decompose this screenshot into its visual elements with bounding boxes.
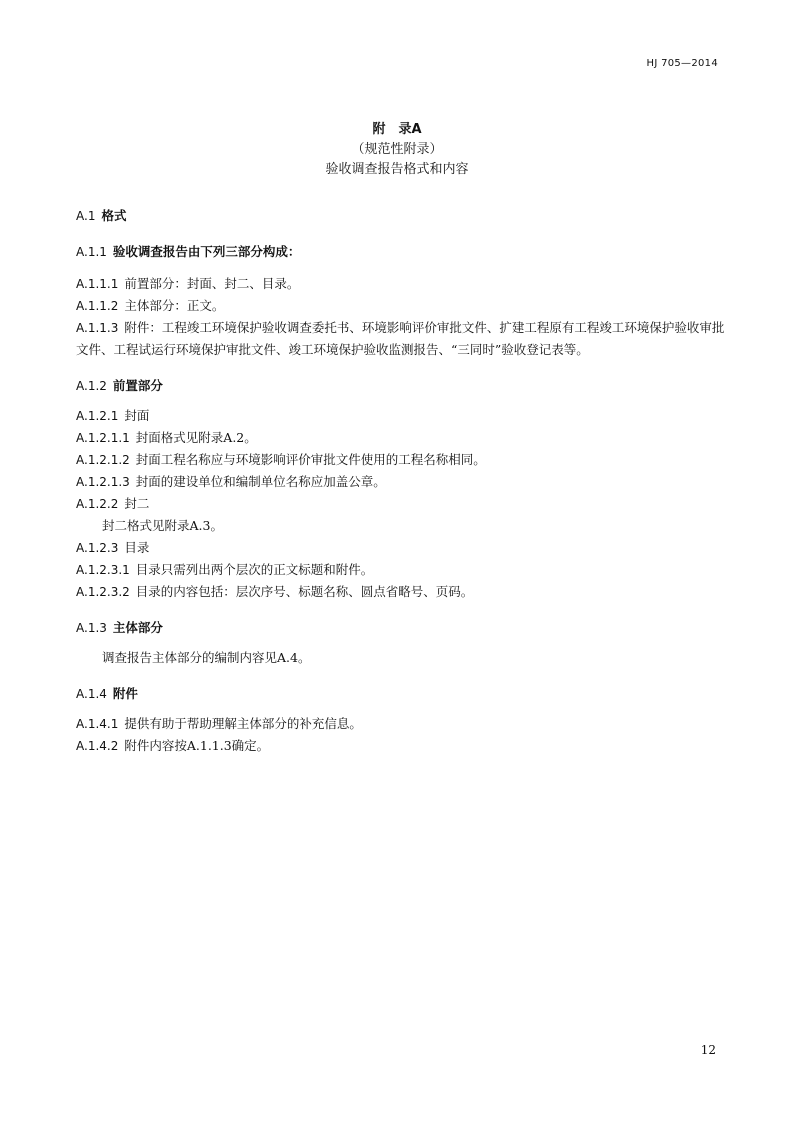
clause-a1212 xyxy=(76,449,726,471)
clause-a1231 xyxy=(76,559,726,581)
section-heading-a12 xyxy=(76,375,726,397)
clause-number: A.1.2.1.2 xyxy=(76,453,130,467)
clause-text: 封面格式见附录A.2。 xyxy=(135,430,257,445)
clause-a122 xyxy=(76,493,726,515)
clause-text: 主体部分：正文。 xyxy=(124,298,225,313)
section-heading-a13 xyxy=(76,617,726,639)
clause-number: A.1.2.1 xyxy=(76,409,119,423)
appendix-title: 附 录A xyxy=(372,122,422,137)
clause-a1232 xyxy=(76,581,726,603)
clause-text: 目录 xyxy=(124,540,150,555)
clause-a142 xyxy=(76,735,726,757)
clause-text: 封面的建设单位和编制单位名称应加盖公章。 xyxy=(135,474,386,489)
clause-number: A.1.2.3.1 xyxy=(76,563,130,577)
clause-text: 前置部分：封面、封二、目录。 xyxy=(124,276,300,291)
section-title: 前置部分 xyxy=(112,378,163,393)
clause-a122-body: 封二格式见附录A.3。 xyxy=(102,518,223,533)
section-number: A.1.3 xyxy=(76,621,107,635)
clause-text: 封面 xyxy=(124,408,150,423)
appendix-title-block xyxy=(0,120,794,180)
section-number: A.1.4 xyxy=(76,687,107,701)
clause-a1211 xyxy=(76,427,726,449)
section-title: 验收调查报告由下列三部分构成： xyxy=(112,244,301,259)
section-number: A.1 xyxy=(76,209,96,223)
clause-a123 xyxy=(76,537,726,559)
appendix-type: （规范性附录） xyxy=(351,142,443,157)
clause-text: 目录的内容包括：层次序号、标题名称、圆点省略号、页码。 xyxy=(135,584,474,599)
clause-number: A.1.1.1 xyxy=(76,277,119,291)
clause-number: A.1.1.2 xyxy=(76,299,119,313)
clause-text: 附件：工程竣工环境保护验收调查委托书、环境影响评价审批文件、扩建工程原有工程竣工环境保护验收审批文件、工程试运行环境保护审批文件、竣工环境保护验收监测报告、“三同时”验收登记表等。 xyxy=(76,320,725,357)
clause-number: A.1.1.3 xyxy=(76,321,119,335)
clause-number: A.1.2.1.3 xyxy=(76,475,130,489)
section-heading-a1 xyxy=(76,205,726,227)
clause-a141 xyxy=(76,713,726,735)
section-title: 附件 xyxy=(112,686,138,701)
clause-a113 xyxy=(76,317,726,361)
clause-number: A.1.2.2 xyxy=(76,497,119,511)
section-heading-a14 xyxy=(76,683,726,705)
clause-number: A.1.2.1.1 xyxy=(76,431,130,445)
section-number: A.1.1 xyxy=(76,245,107,259)
clause-a121 xyxy=(76,405,726,427)
section-number: A.1.2 xyxy=(76,379,107,393)
section-title: 格式 xyxy=(101,208,127,223)
clause-number: A.1.4.2 xyxy=(76,739,119,753)
clause-number: A.1.2.3 xyxy=(76,541,119,555)
section-title: 主体部分 xyxy=(112,620,163,635)
document-body xyxy=(76,205,726,757)
standard-code: HJ 705—2014 xyxy=(646,58,718,69)
section-a13-body: 调查报告主体部分的编制内容见A.4。 xyxy=(102,650,311,665)
page-number: 12 xyxy=(700,1043,716,1057)
appendix-subject: 验收调查报告格式和内容 xyxy=(325,162,469,177)
clause-text: 封二 xyxy=(124,496,150,511)
clause-a1213 xyxy=(76,471,726,493)
section-heading-a11 xyxy=(76,241,726,263)
clause-text: 提供有助于帮助理解主体部分的补充信息。 xyxy=(124,716,362,731)
clause-text: 目录只需列出两个层次的正文标题和附件。 xyxy=(135,562,374,577)
clause-text: 封面工程名称应与环境影响评价审批文件使用的工程名称相同。 xyxy=(135,452,486,467)
clause-number: A.1.2.3.2 xyxy=(76,585,130,599)
clause-a111 xyxy=(76,273,726,295)
clause-number: A.1.4.1 xyxy=(76,717,119,731)
clause-a112 xyxy=(76,295,726,317)
clause-text: 附件内容按A.1.1.3确定。 xyxy=(124,738,270,753)
